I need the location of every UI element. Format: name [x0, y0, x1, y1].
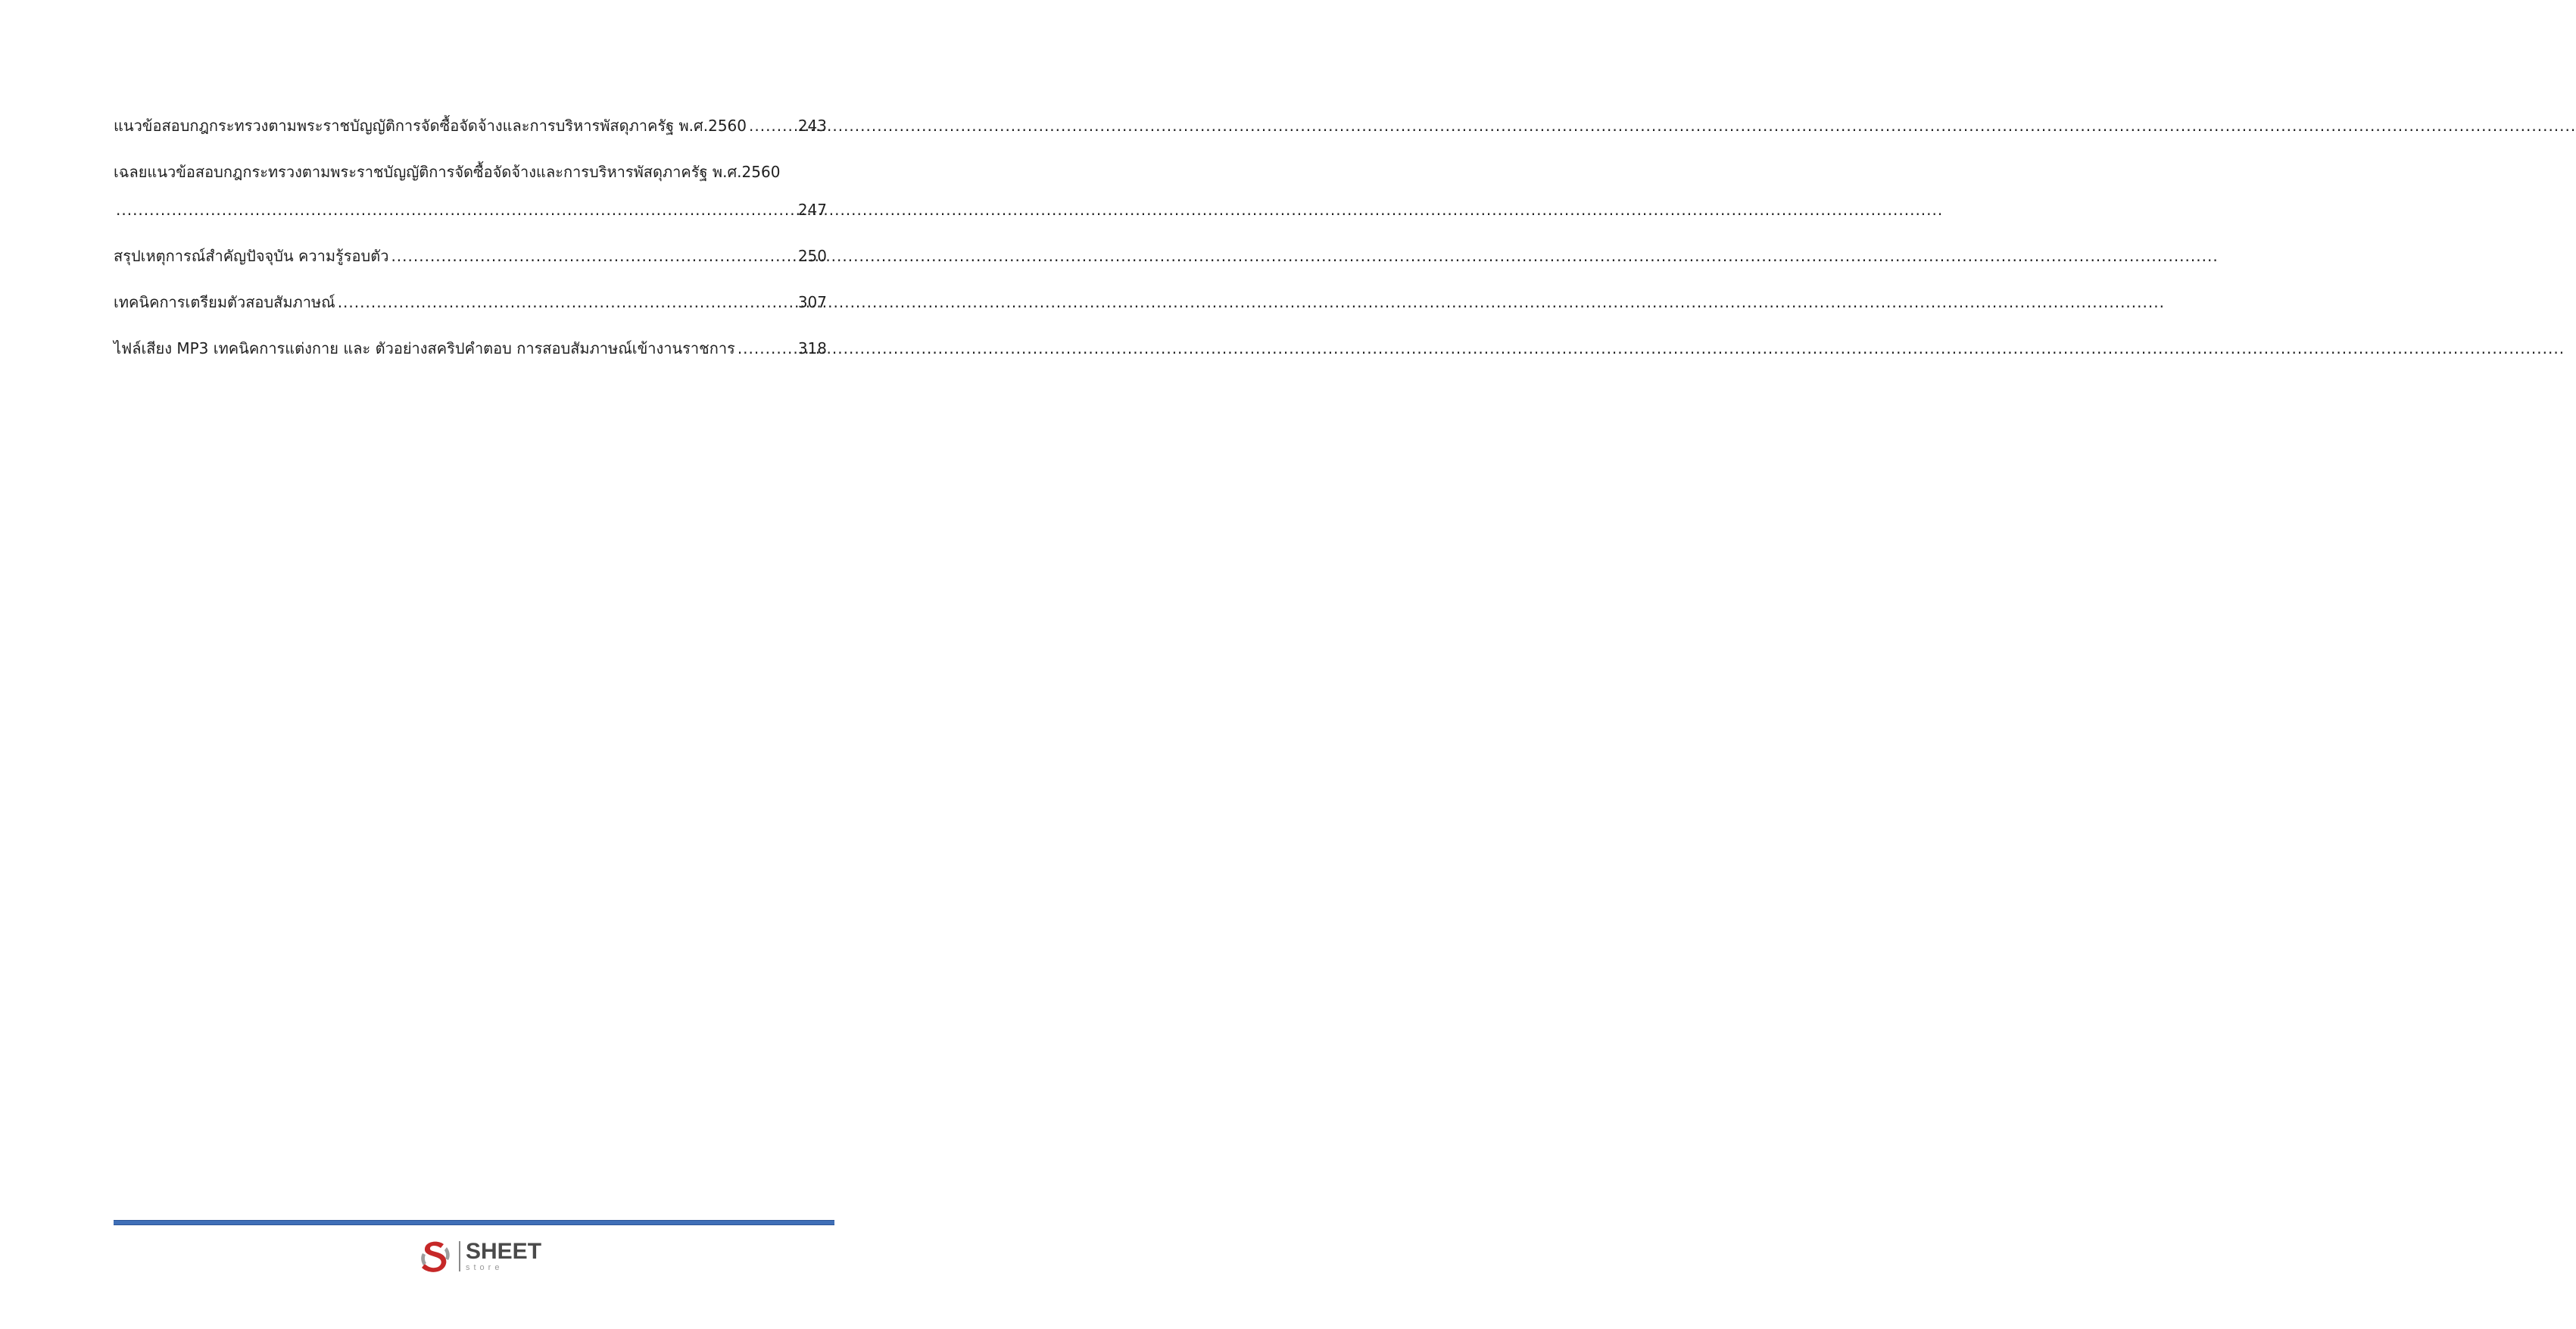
- toc-entry-page: 307: [797, 293, 827, 311]
- toc-entry-page: 250: [797, 247, 827, 265]
- toc-entry-title: แนวข้อสอบกฎกระทรวงตามพระราชบัญญัติการจัดซื้อจัดจ้างและการบริหารพัสดุภาครัฐ พ.ศ.2560: [114, 117, 747, 135]
- toc-entry[interactable]: [114, 115, 827, 136]
- toc-dot-leader: [338, 292, 796, 313]
- sheet-store-logo-icon: [416, 1237, 454, 1275]
- toc-entry[interactable]: [114, 292, 827, 313]
- toc-entry-title: เทคนิคการเตรียมตัวสอบสัมภาษณ์: [114, 293, 335, 311]
- toc-entry-page: 318: [797, 339, 827, 357]
- toc-dot-leader: [391, 245, 795, 267]
- logo-text: [466, 1240, 541, 1272]
- toc-entry-page: 247: [797, 201, 827, 219]
- toc-entry-title: ไฟล์เสียง MP3 เทคนิคการแต่งกาย และ ตัวอย่างสคริปคำตอบ การสอบสัมภาษณ์เข้างานราชการ: [114, 339, 735, 357]
- toc-entry-page: 243: [797, 117, 827, 135]
- logo-word: SHEET: [466, 1239, 542, 1264]
- toc-entry[interactable]: [114, 338, 827, 359]
- toc-dot-leader: [738, 338, 796, 359]
- toc-dot-leader: [749, 115, 796, 136]
- logo-sub: store: [466, 1263, 504, 1272]
- toc-entry-title: สรุปเหตุการณ์สำคัญปัจจุบัน ความรู้รอบตัว: [114, 247, 389, 265]
- sheet-store-logo: [416, 1236, 541, 1277]
- footer-divider-bar: [114, 1220, 834, 1225]
- toc-dot-leader: [116, 199, 796, 220]
- toc-entry[interactable]: [114, 245, 827, 267]
- toc-entry-title: เฉลยแนวข้อสอบกฎกระทรวงตามพระราชบัญญัติการจัดซื้อจัดจ้างและการบริหารพัสดุภาครัฐ พ.ศ.2560: [114, 163, 781, 181]
- table-of-contents: [114, 115, 827, 384]
- logo-divider: [459, 1241, 460, 1271]
- toc-entry[interactable]: [114, 161, 827, 220]
